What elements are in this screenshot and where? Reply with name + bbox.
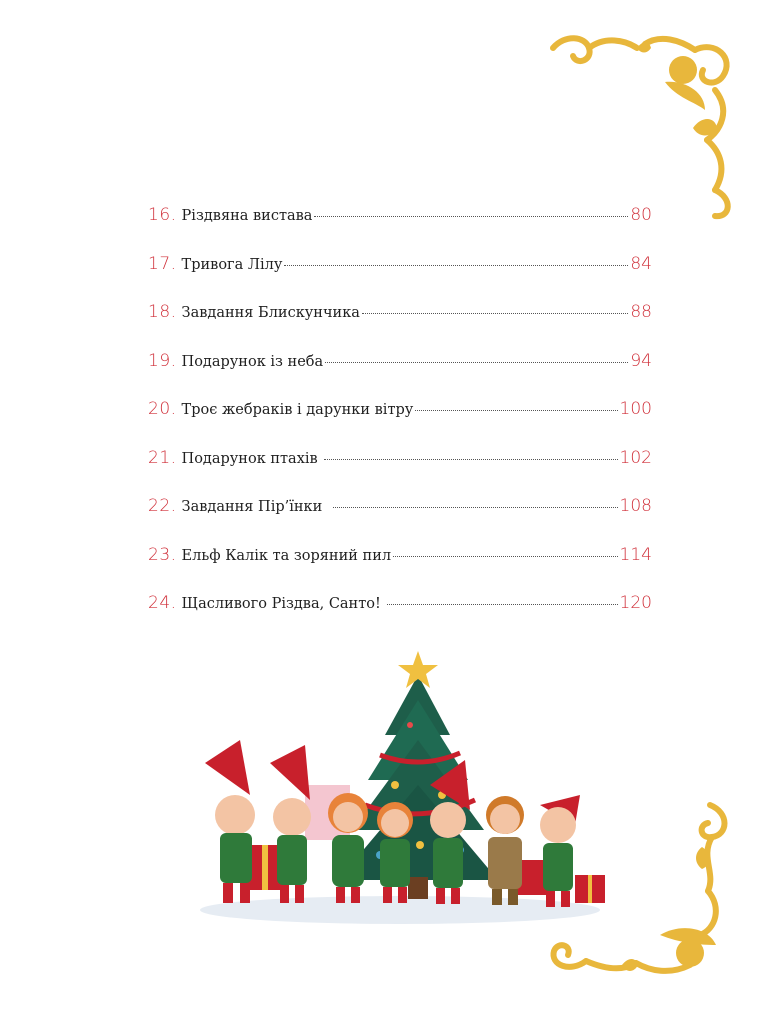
chapter-title: Подарунок птахів xyxy=(181,450,323,467)
toc-entry[interactable] xyxy=(148,351,652,400)
toc-entry[interactable] xyxy=(148,593,652,642)
dot-leader xyxy=(393,556,617,557)
page-number: 108 xyxy=(619,496,652,516)
toc-entry[interactable] xyxy=(148,254,652,303)
page-number: 80 xyxy=(630,205,652,225)
chapter-title: Завдання Пір’їнки xyxy=(181,499,332,515)
chapter-number: 19. xyxy=(148,350,177,371)
chapter-title: Подарунок із неба xyxy=(181,353,324,370)
chapter-title: Щасливого Різдва, Санто! xyxy=(181,596,386,612)
toc-entry[interactable] xyxy=(148,302,652,351)
dot-leader xyxy=(415,410,617,411)
toc-entry[interactable] xyxy=(148,399,652,448)
top-right-ornament-icon xyxy=(545,30,740,225)
page-number: 102 xyxy=(619,447,652,468)
chapter-title: Ельф Калік та зоряний пил xyxy=(181,547,392,564)
christmas-tree-with-elves-illustration-icon xyxy=(180,645,620,930)
chapter-number: 22. xyxy=(148,496,177,516)
chapter-title: Троє жебраків і дарунки вітру xyxy=(181,402,414,418)
elf-icon xyxy=(205,740,255,903)
elf-icon xyxy=(377,802,413,903)
toc-entry[interactable] xyxy=(148,496,652,545)
table-of-contents xyxy=(148,205,652,642)
page-number: 120 xyxy=(619,593,652,613)
chapter-number: 23. xyxy=(148,544,177,565)
toc-entry[interactable] xyxy=(148,205,652,254)
chapter-title: Різдвяна вистава xyxy=(181,208,313,224)
chapter-title: Тривога Лілу xyxy=(181,256,283,273)
chapter-number: 17. xyxy=(148,253,177,274)
page-number: 94 xyxy=(630,350,652,371)
chapter-number: 18. xyxy=(148,302,177,322)
dot-leader xyxy=(333,507,617,508)
dot-leader xyxy=(324,459,617,460)
elf-icon xyxy=(328,793,368,903)
toc-entry[interactable] xyxy=(148,545,652,594)
page-number: 114 xyxy=(619,544,652,565)
page-number: 100 xyxy=(619,399,652,419)
chapter-title: Завдання Блискунчика xyxy=(181,305,360,321)
dot-leader xyxy=(325,362,628,363)
dot-leader xyxy=(284,265,628,266)
chapter-number: 16. xyxy=(148,205,177,225)
dot-leader xyxy=(362,313,628,314)
page-number: 84 xyxy=(630,253,652,274)
dot-leader xyxy=(387,604,617,605)
chapter-number: 21. xyxy=(148,447,177,468)
chapter-number: 20. xyxy=(148,399,177,419)
dot-leader xyxy=(314,216,628,217)
chapter-number: 24. xyxy=(148,593,177,613)
elf-icon xyxy=(430,760,470,904)
toc-entry[interactable] xyxy=(148,448,652,497)
page-number: 88 xyxy=(630,302,652,322)
